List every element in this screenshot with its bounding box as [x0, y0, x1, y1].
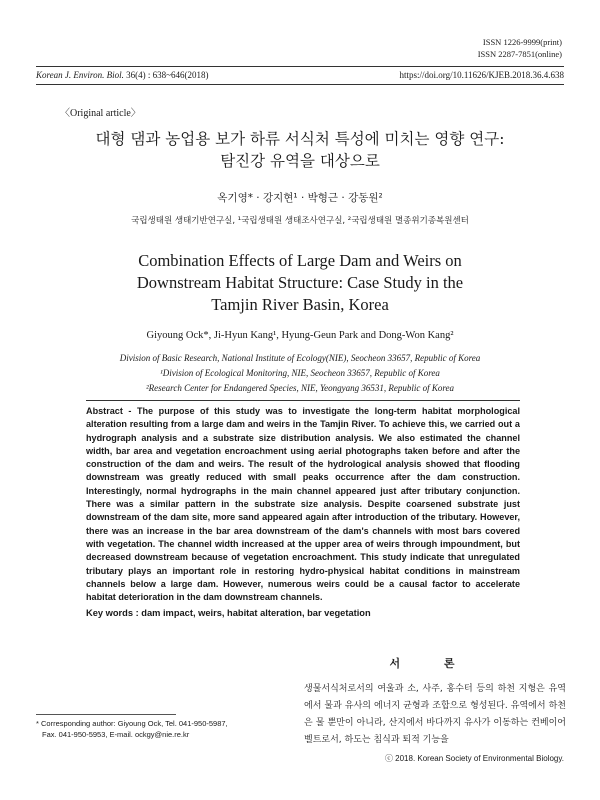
- korean-affiliation: 국립생태원 생태기반연구실, ¹국립생태원 생태조사연구실, ²국립생태원 멸종위기종복원센터: [131, 216, 469, 226]
- issn-print: ISSN 1226-9999(print): [482, 37, 562, 47]
- footnote-line1: * Corresponding author: Giyoung Ock, Tel. 041-950-5987,: [36, 719, 228, 728]
- corresponding-author-footnote: [36, 718, 228, 740]
- abstract: Abstract - The purpose of this study was to investigate the long-term habitat morphological alteration resulting from a large dam and weirs in the Tamjin River. To achieve this, we carried out a hydrograph analysis and a substrate size distribution analysis. We also estimated the channel width, bar area and vegetation encroachment using aerial photographs taken before and after the construction of the dam and weirs. The result of the hydrological analysis showed that flooding downstream was greatly reduced with small peaks occurrence after the dam construction. Interestingly, normal hydrographs in the main channel appeared just after tributary conjunction. There was a similar pattern in the substrate size analysis. Despite coarsened substrate just downstream of the dam site, more sand appeared again after introduction of the tributary. However, there was an increase in the bar area downstream of the dam's channels with most bars covered with vegetation. The channel width increased at the upper area of weirs through impoundment, but decreased downstream because of vegetation encroachment. This study indicate that unregulated tributary plays an important role in restoring hydro-physical habitat conditions in mainstream channels below a large dam. However, numerous weirs could be a causal factor to accelerate habitat deterioration in the dam downstream channels.: [86, 406, 520, 603]
- footnote-line2: Fax. 041-950-5953, E-mail. ockgy@nie.re.kr: [42, 730, 190, 739]
- header-rule-bottom: [36, 84, 564, 85]
- english-affiliations: [0, 351, 600, 396]
- copyright: ⓒ 2018. Korean Society of Environmental Biology.: [384, 754, 564, 763]
- footnote-rule: [36, 714, 176, 715]
- body-text: 생물서식처로서의 여울과 소, 사주, 홍수터 등의 하천 지형은 유역에서 물과 유사의 에너지 균형과 조합으로 형성된다. 유역에서 하천은 물 뿐만이 아니라, 산지에서 바다까지 유사가 이동하는 컨베이어 벨트로서, 하도는 침식과 퇴적 기능을: [304, 684, 566, 745]
- english-title-line1: Combination Effects of Large Dam and Weirs on: [138, 251, 462, 270]
- english-title-line2: Downstream Habitat Structure: Case Study in the: [136, 273, 464, 292]
- issn-online: ISSN 2287-7851(online): [477, 49, 562, 59]
- section-title-introduction: 서 론: [389, 657, 475, 670]
- affiliation-3: ²Research Center for Endangered Species, NIE, Yeongyang 36531, Republic of Korea: [145, 383, 455, 393]
- keywords: Key words : dam impact, weirs, habitat alteration, bar vegetation: [86, 608, 371, 618]
- journal-name: Korean J. Environ. Biol.: [36, 70, 124, 80]
- korean-title-line2: 탐진강 유역을 대상으로: [220, 152, 380, 170]
- abstract-rule: [86, 400, 520, 401]
- korean-title-line1: 대형 댐과 농업용 보가 하류 서식처 특성에 미치는 영향 연구:: [95, 130, 505, 148]
- header-rule-top: [36, 66, 564, 67]
- korean-authors: 옥기영* · 강지현¹ · 박형근 · 강동원²: [217, 192, 383, 204]
- english-title-line3: Tamjin River Basin, Korea: [211, 295, 389, 314]
- doi-link[interactable]: https://doi.org/10.11626/KJEB.2018.36.4.638: [399, 70, 564, 80]
- korean-title: [0, 128, 600, 172]
- volume-pages: 36(4) : 638~646(2018): [123, 70, 209, 80]
- journal-citation: [36, 70, 208, 80]
- running-header: [36, 70, 564, 80]
- affiliation-2: ¹Division of Ecological Monitoring, NIE, Seocheon 33657, Republic of Korea: [160, 368, 440, 378]
- issn-block: [478, 36, 562, 60]
- affiliation-1: Division of Basic Research, National Institute of Ecology(NIE), Seocheon 33657, Republic of Korea: [119, 353, 481, 363]
- english-title: [0, 250, 600, 316]
- english-authors: Giyoung Ock*, Ji-Hyun Kang¹, Hyung-Geun Park and Dong-Won Kang²: [146, 330, 454, 341]
- article-type: 〈Original article〉: [60, 108, 141, 119]
